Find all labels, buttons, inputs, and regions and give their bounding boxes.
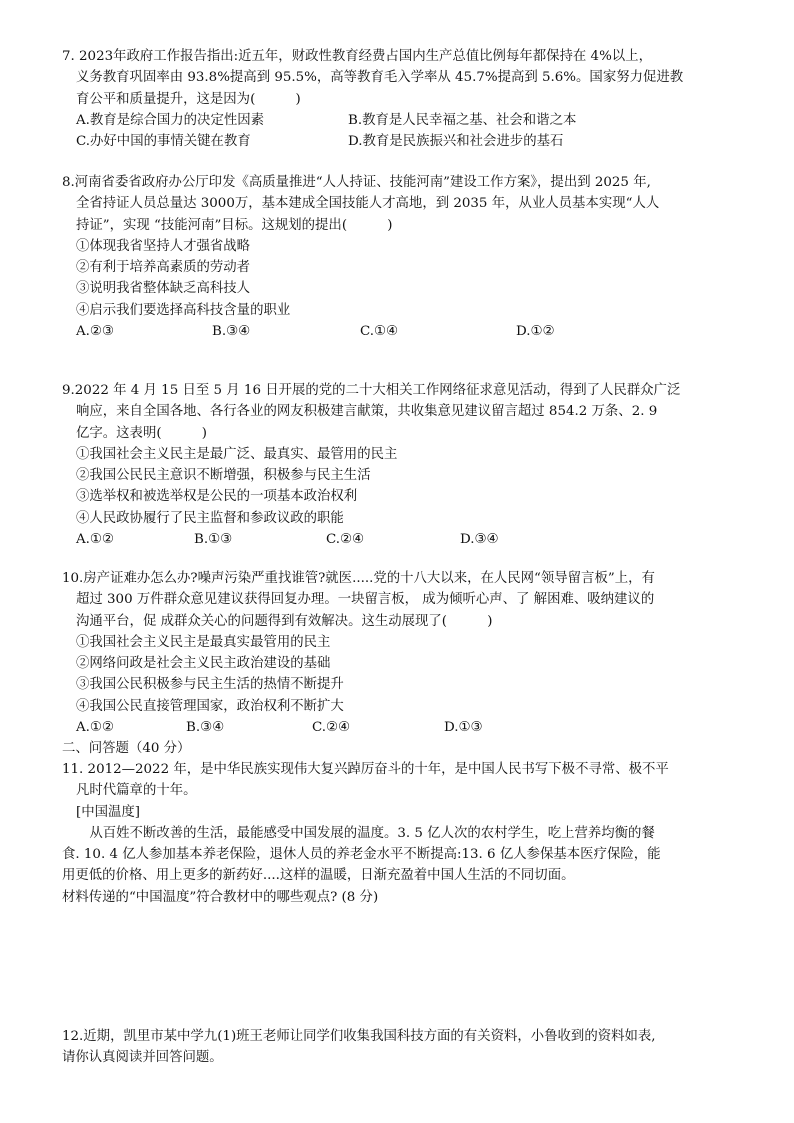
- option-d: D.教育是民族振兴和社会进步的基石: [348, 134, 564, 150]
- question-11-material-tag: [中国温度]: [76, 804, 141, 820]
- option-c: C.②④: [312, 720, 351, 736]
- option-b: B.③④: [186, 720, 225, 736]
- question-9-stem-line: 9.2022 年 4 月 15 日至 5 月 16 日开展的党的二十大相关工作网络征求意见活动，得到了人民群众广泛: [62, 383, 681, 398]
- question-10-item: ①我国社会主义民主是最真实最管用的民主: [76, 634, 331, 650]
- question-8-stem-line: 全省持证人员总量达 3000万，基本建成全国技能人才高地，到 2035 年，从业人员基本实现“人人: [76, 196, 660, 212]
- question-7-options-row: [62, 110, 752, 131]
- question-9: [62, 380, 752, 550]
- question-9-item: ④人民政协履行了民主监督和参政议政的职能: [76, 510, 344, 526]
- question-12-stem-line: 12.近期，凯里市某中学九(1)班王老师让同学们收集我国科技方面的有关资料，小鲁收到的资料如表,: [62, 1029, 656, 1044]
- question-11-stem-line: 凡时代篇章的十年。: [76, 783, 197, 799]
- option-a: A.①②: [76, 532, 114, 548]
- question-9-item: ①我国社会主义民主是最广泛、最真实、最管用的民主: [76, 446, 398, 462]
- question-10-stem-line: 超过 300 万件群众意见建议获得回复办理。一块留言板， 成为倾听心声、了 解困难、吸纳建议的: [76, 592, 655, 608]
- question-9-stem-line: 亿字。这表明( ): [76, 425, 207, 441]
- question-10: [62, 568, 752, 738]
- option-d: D.①③: [444, 720, 483, 736]
- question-8-item: ②有利于培养高素质的劳动者: [76, 260, 251, 276]
- question-7-stem-line: 7. 2023年政府工作报告指出:近五年，财政性教育经费占国内生产总值比例每年都保持在 4%以上，: [62, 49, 652, 64]
- question-7-options-row: [62, 131, 752, 152]
- question-10-stem-line: 10.房产证难办怎么办?噪声污染严重找谁管?就医.....党的十八大以来，在人民网“领导留言板”上，有: [62, 571, 655, 586]
- question-9-stem-line: 响应，来自全国各地、各行各业的网友积极建言献策，共收集意见建议留言超过 854.2 万条、2. 9: [76, 404, 658, 420]
- question-8-stem-line: 持证”，实现 “技能河南”目标。这规划的提出( ): [76, 217, 393, 233]
- question-10-item: ④我国公民直接管理国家，政治权利不断扩大: [76, 698, 344, 714]
- question-11: [62, 759, 752, 908]
- question-11-prompt: 材料传递的“中国温度”符合教材中的哪些观点? (8 分): [62, 889, 379, 905]
- question-10-options-row: [62, 717, 752, 738]
- option-a: A.教育是综合国力的决定性因素: [76, 112, 265, 128]
- question-7: [62, 46, 752, 152]
- section-2: [62, 738, 752, 759]
- option-b: B.①③: [194, 532, 233, 548]
- option-a: A.②③: [76, 324, 114, 340]
- question-11-material-line: 从百姓不断改善的生活，最能感受中国发展的温度。3. 5 亿人次的农村学生，吃上营养均衡的餐: [76, 825, 655, 841]
- section-title: 二、问答题（40 分）: [62, 741, 191, 756]
- question-9-options-row: [62, 529, 752, 550]
- question-8-item: ④启示我们要选择高科技含量的职业: [76, 302, 291, 318]
- question-8-options-row: [62, 321, 752, 342]
- option-c: C.②④: [326, 532, 365, 548]
- question-9-item: ②我国公民民主意识不断增强，积极参与民主生活: [76, 468, 371, 484]
- option-c: C.办好中国的事情关键在教育: [76, 134, 251, 150]
- question-12: [62, 1026, 752, 1069]
- option-d: D.①②: [516, 324, 555, 340]
- question-8-item: ①体现我省坚持人才强省战略: [76, 238, 251, 254]
- question-11-material-line: 用更低的价格、用上更多的新药好....这样的温暖，日渐充盈着中国人生活的不同切面。: [62, 868, 575, 884]
- option-b: B.③④: [212, 324, 251, 340]
- question-8-stem-line: 8.河南省委省政府办公厅印发《高质量推进“人人持证、技能河南”建设工作方案》，提出到 2025 年,: [62, 175, 651, 190]
- question-10-item: ②网络问政是社会主义民主政治建设的基础: [76, 656, 331, 672]
- option-a: A.①②: [76, 720, 114, 736]
- option-b: B.教育是人民幸福之基、社会和谐之本: [348, 112, 577, 128]
- option-d: D.③④: [460, 532, 499, 548]
- question-12-stem-line: 请你认真阅读并回答问题。: [62, 1050, 223, 1066]
- question-9-item: ③选举权和被选举权是公民的一项基本政治权利: [76, 489, 358, 505]
- question-8-item: ③说明我省整体缺乏高科技人: [76, 281, 251, 297]
- question-11-material-line: 食. 10. 4 亿人参加基本养老保险，退休人员的养老金水平不断提高:13. 6 亿人参保基本医疗保险，能: [62, 847, 661, 863]
- question-8: [62, 172, 752, 342]
- question-11-stem-line: 11. 2012—2022 年，是中华民族实现伟大复兴踔厉奋斗的十年，是中国人民书写下极不寻常、极不平: [62, 762, 669, 777]
- question-7-stem-line: 育公平和质量提升，这是因为( ): [76, 91, 301, 107]
- question-10-stem-line: 沟通平台，促 成群众关心的问题得到有效解决。这生动展现了( ): [76, 613, 493, 629]
- question-7-stem-line: 义务教育巩固率由 93.8%提高到 95.5%，高等教育毛入学率从 45.7%提高到 5.6%。国家努力促进教: [76, 70, 684, 86]
- option-c: C.①④: [360, 324, 399, 340]
- question-10-item: ③我国公民积极参与民主生活的热情不断提升: [76, 677, 344, 693]
